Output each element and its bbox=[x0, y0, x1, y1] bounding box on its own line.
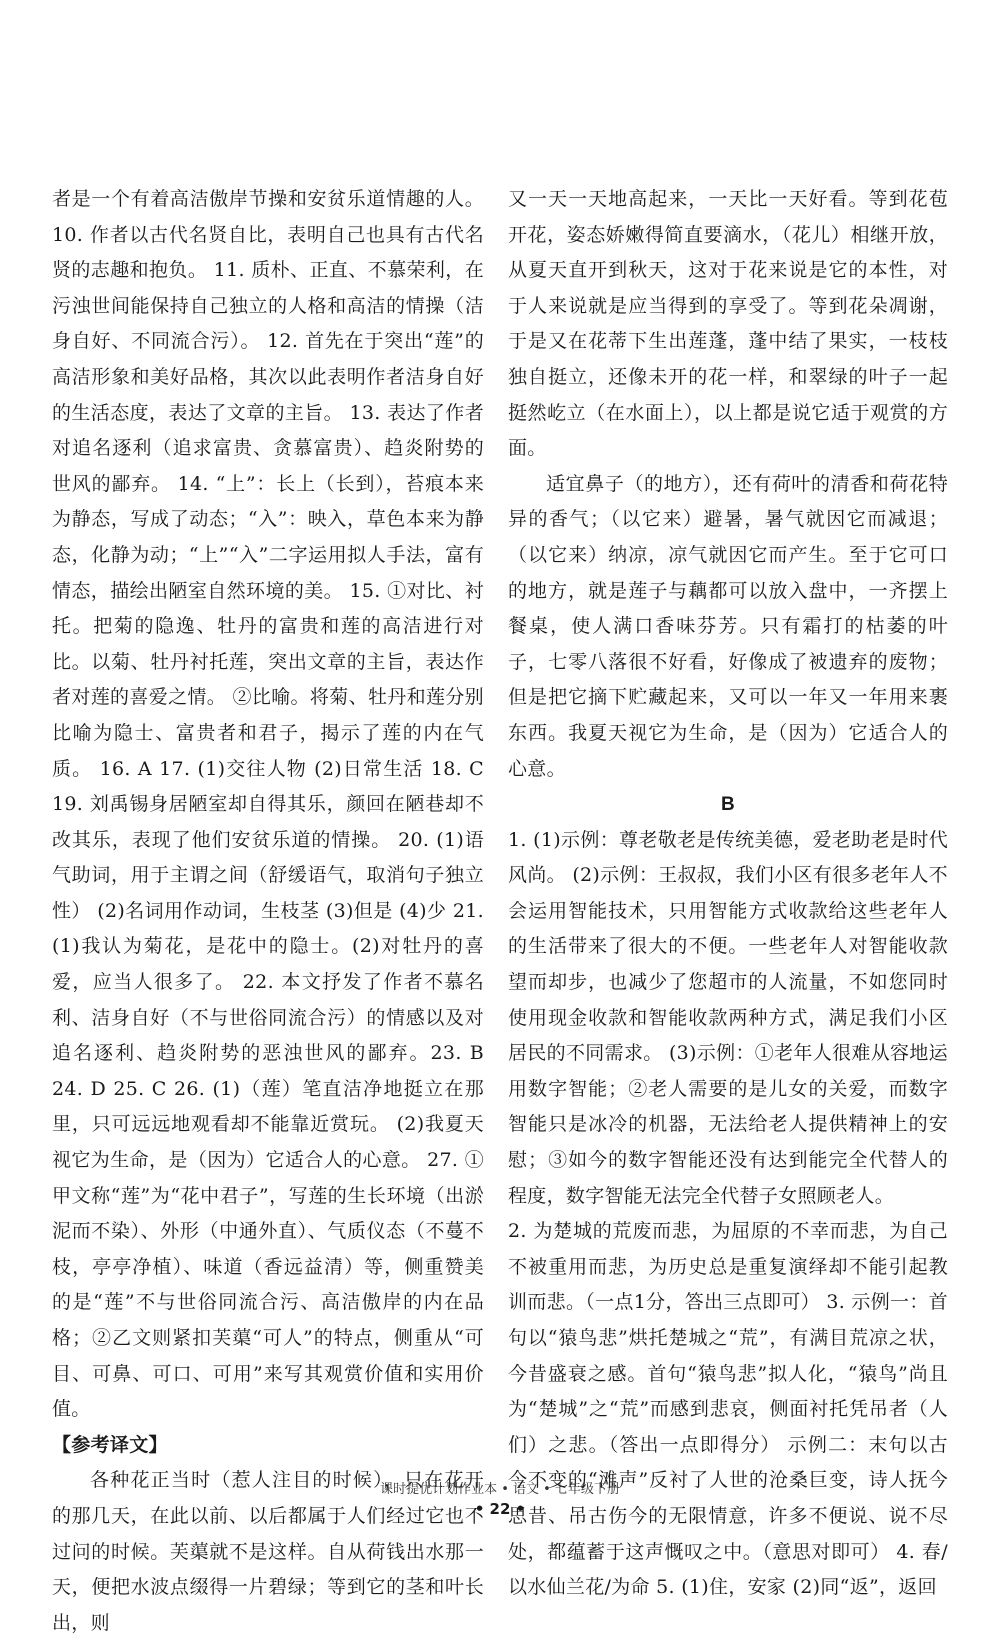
translation-continued: 又一天一天地高起来，一天比一天好看。等到花苞开花，姿态娇嫩得简直要滴水，（花儿）相继开放，从夏天直开到秋天，这对于花来说是它的本性，对于人来说就是应当得到的享受了。等到花朵凋谢，于是又在花蒂下生出莲蓬，蓬中结了果实，一枝枝独自挺立，还像未开的花一样，和翠绿的叶子一起挺然屹立（在水面上），以上都是说它适于观赏的方面。 bbox=[508, 188, 948, 460]
section-b-answers-2: 2. 为楚城的荒废而悲，为屈原的不幸而悲，为自己不被重用而悲，为历史总是重复演绎却不能引起教训而悲。（一点1分，答出三点即可） 3. 示例一：首句以“猿鸟悲”烘托楚城之“荒”，有满目荒凉之状，今昔盛衰之感。首句“猿鸟悲”拟人化，“猿鸟”尚且为“楚城”之“荒”而感到悲哀，侧面衬托凭吊者（人们）之悲。（答出一点即得分） 示例二：末句以古今不变的“滩声”反衬了人世的沧桑巨变，诗人抚今思昔、吊古伤今的无限情意，许多不便说、说不尽处，都蕴蓄于这声慨叹之中。（意思对即可） 4. 春/以水仙兰花/为命 5. (1)住，安家 (2)同“返”，返回 bbox=[508, 1220, 948, 1599]
section-b-heading: B bbox=[720, 794, 736, 816]
reference-translation-heading: 【参考译文】 bbox=[52, 1433, 168, 1456]
translation-paragraph-2: 适宜鼻子（的地方），还有荷叶的清香和荷花特异的香气；（以它来）避暑，暑气就因它而减退；（以它来）纳凉，凉气就因它而产生。至于它可口的地方，就是莲子与藕都可以放入盘中，一齐摆上餐桌，使人满口香味芬芳。只有霜打的枯萎的叶子，七零八落很不好看，好像成了被遗弃的废物；但是把它摘下贮藏起来，又可以一年又一年用来裹东西。我夏天视它为生命，是（因为）它适合人的心意。 bbox=[508, 472, 948, 780]
section-b-answers: 1. (1)示例：尊老敬老是传统美德，爱老助老是时代风尚。 (2)示例：王叔叔，我们小区有很多老年人不会运用智能技术，只用智能方式收款给这些老年人的生活带来了很大的不便。一些老年人对智能收款望而却步，也减少了您超市的人流量，不如您同时使用现金收款和智能收款两种方式，满足我们小区居民的不同需求。 (3)示例：①老年人很难从容地运用数字智能；②老人需要的是儿女的关爱，而数字智能只是冰冷的机器，无法给老人提供精神上的安慰；③如今的数字智能还没有达到能完全代替人的程度，数字智能无法完全代替子女照顾老人。 bbox=[508, 828, 948, 1207]
answers-paragraph: 者是一个有着高洁傲岸节操和安贫乐道情趣的人。10. 作者以古代名贤自比，表明自己也具有古代名贤的志趣和抱负。 11. 质朴、正直、不慕荣利，在污浊世间能保持自己独立的人格和高洁的情操（洁身自好、不同流合污）。 12. 首先在于突出“莲”的高洁形象和美好品格，其次以此表明作者洁身自好的生活态度，表达了文章的主旨。 13. 表达了作者对追名逐利（追求富贵、贪慕富贵）、趋炎附势的世风的鄙弃。 14. “上”：长上（长到），苔痕本来为静态，写成了动态；“入”：映入，草色本来为静态，化静为动；“上”“入”二字运用拟人手法，富有情态，描绘出陋室自然环境的美。 15. ①对比、衬托。把菊的隐逸、牡丹的富贵和莲的高洁进行对比。以菊、牡丹衬托莲，突出文章的主旨，表达作者对莲的喜爱之情。 ②比喻。将菊、牡丹和莲分别比喻为隐士、富贵者和君子，揭示了莲的内在气质。 16. A 17. (1)交往人物 (2)日常生活 18. C 19. 刘禹锡身居陋室却自得其乐，颜回在陋巷却不改其乐，表现了他们安贫乐道的情操。 20. (1)语气助词，用于主谓之间（舒缓语气，取消句子独立性） (2)名词用作动词，生枝茎 (3)但是 (4)少 21. (1)我认为菊花，是花中的隐士。(2)对牡丹的喜爱，应当人很多了。 22. 本文抒发了作者不慕名利、洁身自好（不与世俗同流合污）的情感以及对追名逐利、趋炎附势的恶浊世风的鄙弃。23. B 24. D 25. C 26. (1)（莲）笔直洁净地挺立在那里，只可远远地观看却不能靠近赏玩。 (2)我夏天视它为生命，是（因为）它适合人的心意。 27. ①甲文称“莲”为“花中君子”，写莲的生长环境（出淤泥而不染）、外形（中通外直）、气质仪态（不蔓不枝，亭亭净植）、味道（香远益清）等，侧重赞美的是“莲”不与世俗同流合污、高洁傲岸的内在品格；②乙文则紧扣芙蕖“可人”的特点，侧重从“可目、可鼻、可口、可用”来写其观赏价值和实用价值。 bbox=[52, 188, 484, 1421]
translation-paragraph: 各种花正当时（惹人注目的时候），只在花开的那几天，在此以前、以后都属于人们经过它也不过问的时候。芙蕖就不是这样。自从荷钱出水那一天，便把水波点缀得一片碧绿；等到它的茎和叶长出，则 bbox=[52, 1469, 484, 1634]
footer-book-title: 课时提优计划作业本 • 语文 • 七年级下册 bbox=[380, 1482, 620, 1497]
left-column bbox=[52, 182, 484, 1641]
page-number: • 22 • bbox=[474, 1500, 526, 1518]
right-column bbox=[508, 182, 948, 1606]
